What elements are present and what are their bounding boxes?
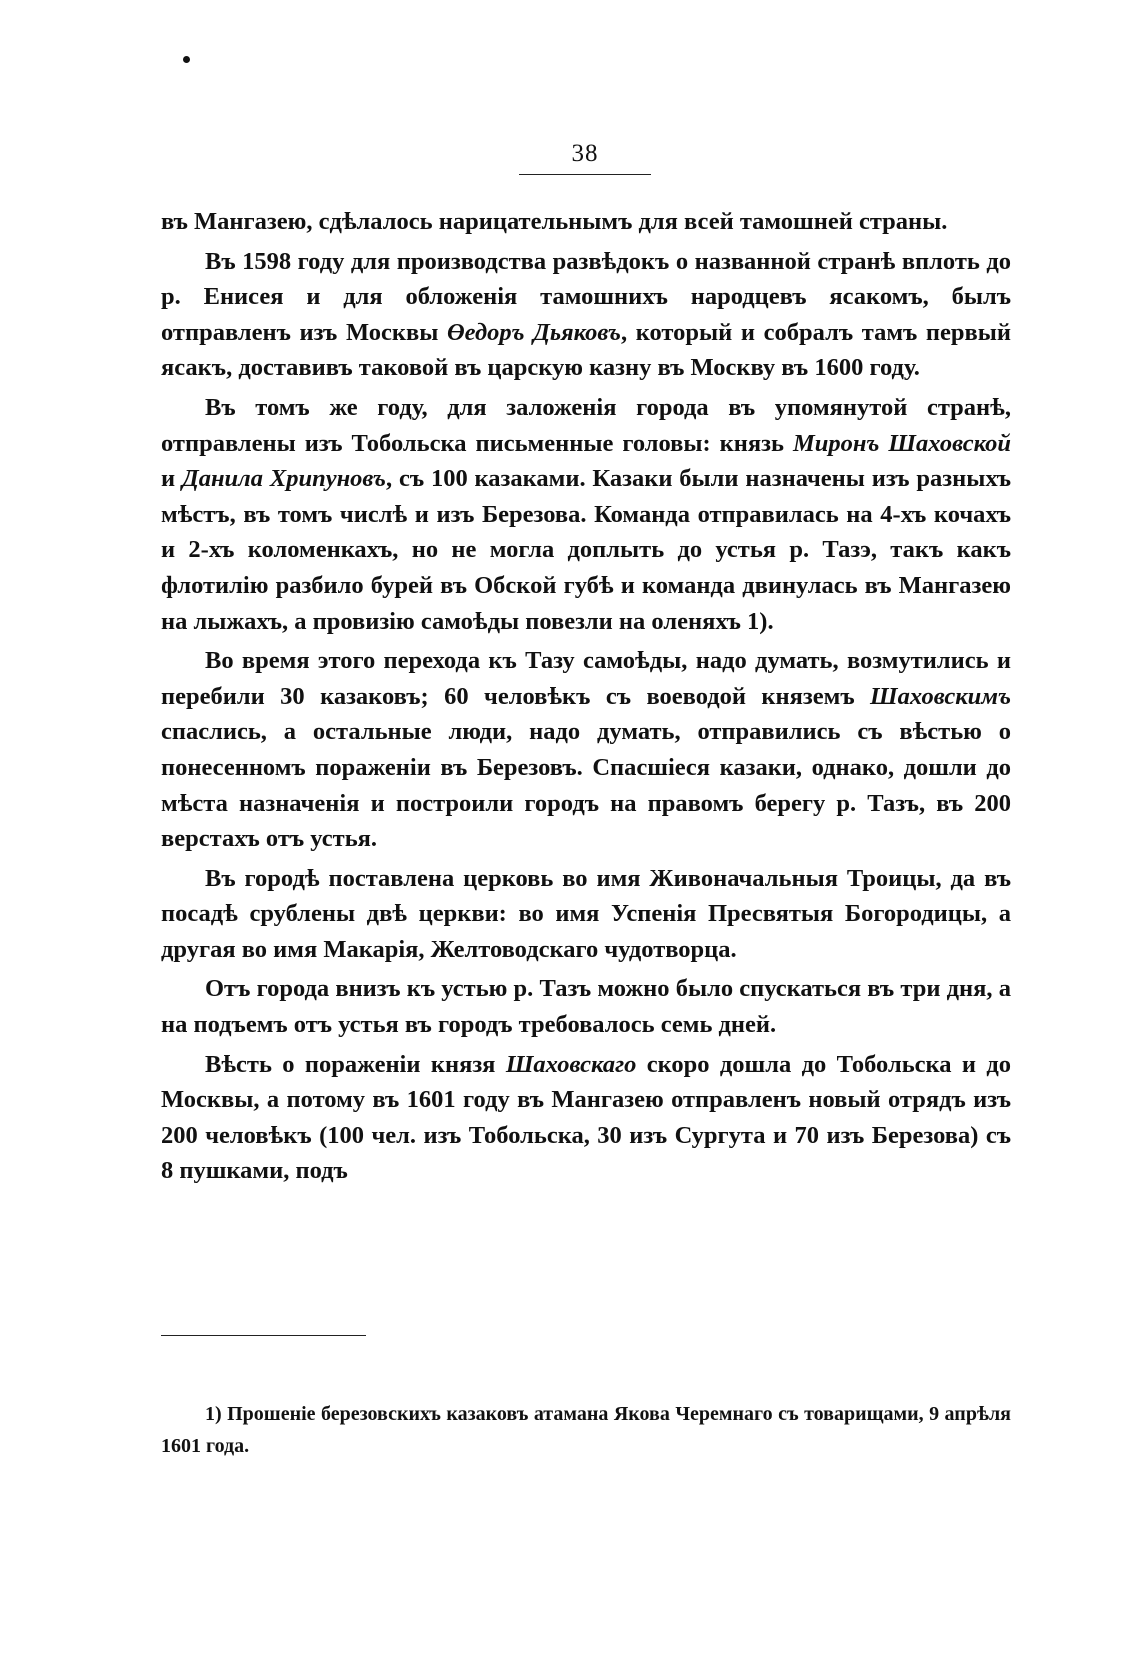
text-run: и (161, 465, 182, 493)
paragraph (161, 204, 1011, 240)
paragraph (161, 643, 1011, 857)
paragraph (161, 390, 1011, 639)
text-run: Вѣсть о пораженіи князя (205, 1050, 506, 1078)
text-run: , съ 100 казаками. Казаки были назначены изъ разныхъ мѣстъ, въ томъ числѣ и изъ Березова. Команда отправилась на 4-хъ кочахъ и 2-хъ коломенкахъ, но не могла доплыть до устья р. Тазэ, такъ какъ флотилію разбило бурей въ Обской губѣ и команда двинулась въ Мангазею на лыжахъ, а провизію самоѣды повезли на оленяхъ 1). (161, 465, 1011, 635)
text-run: спаслись, а остальные люди, надо думать, отправились съ вѣстью о понесенномъ пораженіи въ Березовъ. Спасшіеся казаки, однако, дошли до мѣста назначенія и построили городъ на правомъ берегу р. Тазъ, въ 200 верстахъ отъ устья. (161, 718, 1011, 853)
footnote: 1) Прошеніе березовскихъ казаковъ атамана Якова Черемнаго съ товарищами, 9 апрѣля 1601 года. (161, 1403, 1011, 1457)
italic-name: Данила Хрипуновъ (181, 465, 386, 493)
page-number: 38 (571, 140, 599, 167)
paragraph (161, 244, 1011, 386)
print-speck (183, 56, 190, 63)
header-rule (519, 174, 651, 175)
text-run: въ Мангазею, сдѣлалось нарицательнымъ для всей тамошней страны. (161, 208, 948, 235)
italic-name: Шаховскаго (505, 1050, 637, 1078)
footnote-rule (161, 1335, 366, 1336)
text-run: , который и собралъ тамъ первый ясакъ, доставивъ таковой въ царскую казну въ Москву въ 1600 году. (161, 318, 1012, 382)
paragraph (161, 1047, 1011, 1189)
main-text (161, 204, 1011, 1193)
paragraph (161, 861, 1011, 968)
text-run: скоро дошла до Тобольска и до Москвы, а потому въ 1601 году въ Мангазею отправленъ новый отрядъ изъ 200 человѣкъ (100 чел. изъ Тобольска, 30 изъ Сургута и 70 изъ Березова) съ 8 пушками, подъ (161, 1050, 1012, 1185)
text-run: Отъ города внизъ къ устью р. Тазъ можно было спускаться въ три дня, а на подъемъ отъ устья въ городъ требовалось семь дней. (161, 975, 1011, 1039)
text-run: Во время этого перехода къ Тазу самоѣды, надо думать, возмутились и перебили 30 казаковъ; 60 человѣкъ съ воеводой княземъ (161, 647, 1011, 710)
italic-name: Шаховскимъ (870, 682, 1011, 710)
italic-name: Өедоръ Дьяковъ (446, 318, 621, 346)
paragraph (161, 971, 1011, 1042)
text-run: Въ городѣ поставлена церковь во имя Живоначальныя Троицы, да въ посадѣ срублены двѣ церкви: во имя Успенія Пресвятыя Богородицы, а другая во имя Макарія, Желтоводскаго чудотворца. (161, 864, 1011, 963)
italic-name: Миронъ Шаховской (792, 429, 1011, 457)
text-run: Въ 1598 году для производства развѣдокъ о названной странѣ вплоть до р. Енисея и для обложенія тамошнихъ народцевъ ясакомъ, былъ отправленъ изъ Москвы (161, 247, 1011, 346)
text-run: Въ томъ же году, для заложенія города въ упомянутой странѣ, отправлены изъ Тобольска письменные головы: князь (161, 393, 1011, 457)
page-header (515, 140, 655, 175)
